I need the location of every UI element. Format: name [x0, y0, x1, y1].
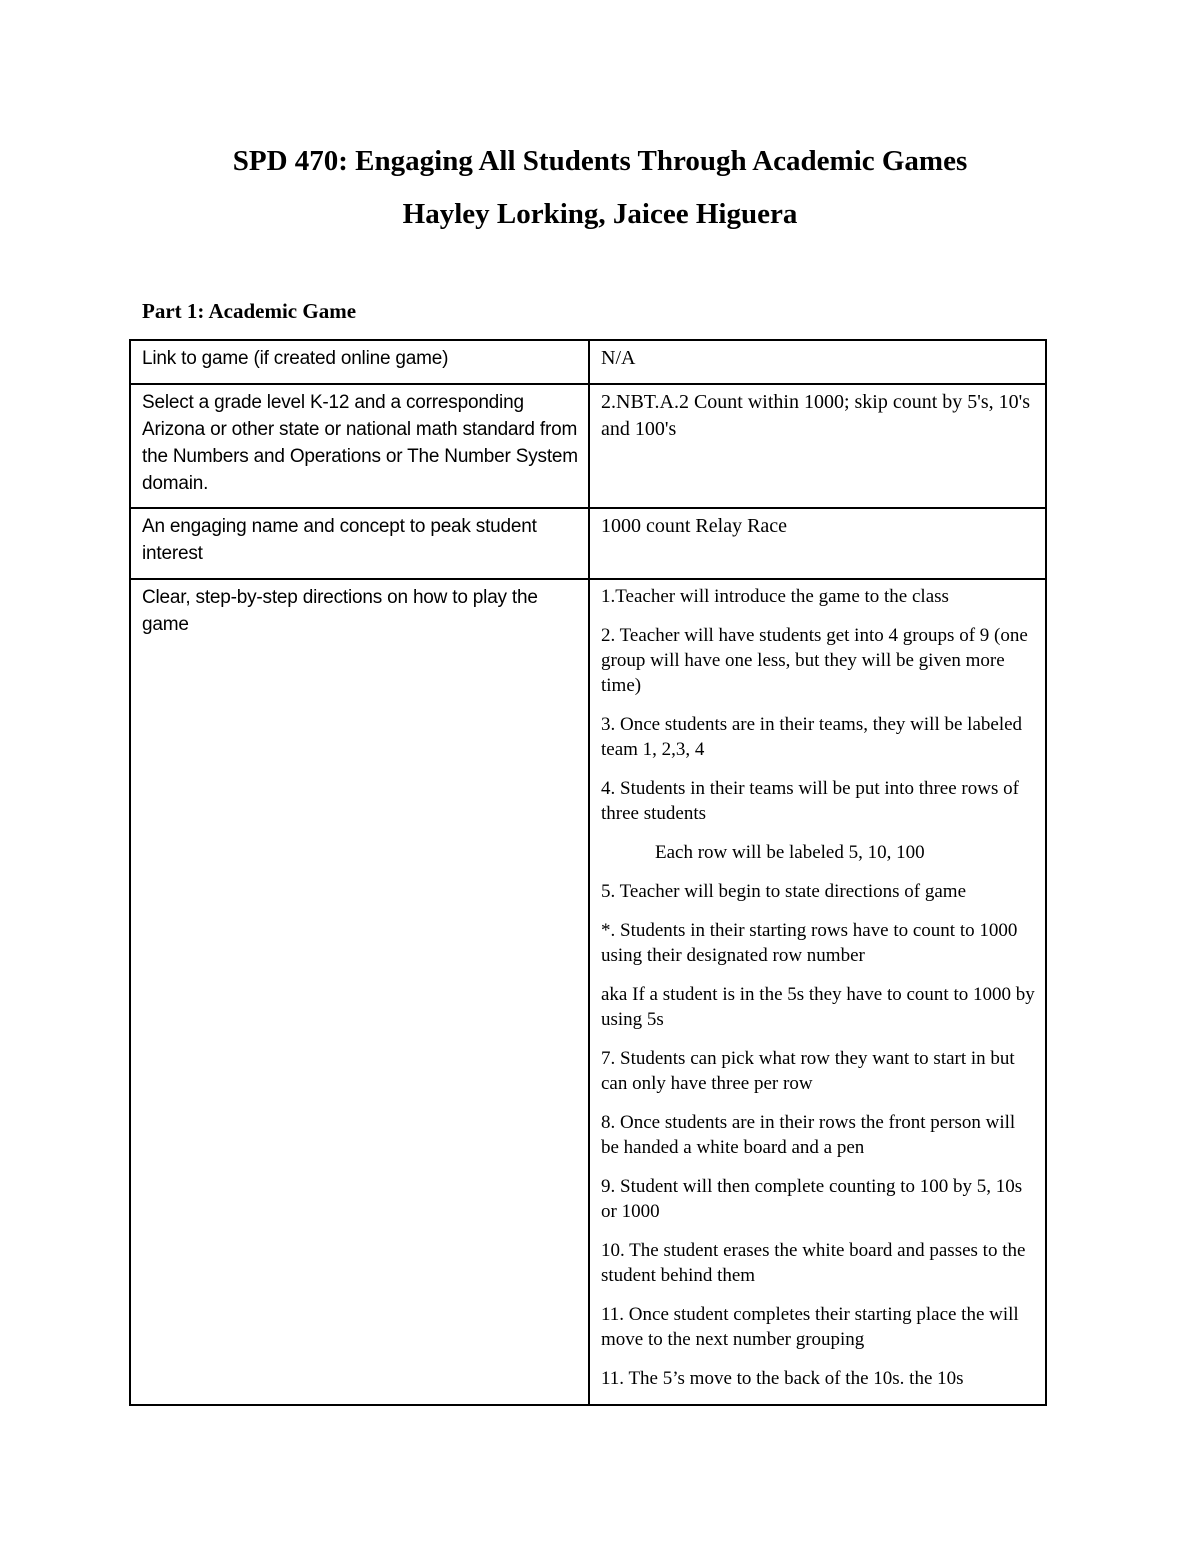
row-value-standard: 2.NBT.A.2 Count within 1000; skip count by 5's, 10's and 100's — [589, 384, 1046, 508]
step-item: 2. Teacher will have students get into 4 groups of 9 (one group will have one less, but they will be given more time) — [601, 625, 1028, 696]
step-item: aka If a student is in the 5s they have to count to 1000 by using 5s — [601, 984, 1035, 1030]
step-item: 5. Teacher will begin to state directions of game — [601, 881, 967, 902]
step-item: 11. The 5’s move to the back of the 10s. the 10s — [601, 1368, 964, 1389]
row-label-directions: Clear, step-by-step directions on how to play the game — [130, 579, 589, 1405]
table-row — [130, 508, 1046, 579]
document-title: SPD 470: Engaging All Students Through Academic Games — [232, 145, 968, 177]
table-row — [130, 340, 1046, 384]
step-item: 11. Once student completes their starting place the will move to the next number grouping — [601, 1304, 1019, 1350]
step-item: 9. Student will then complete counting to 100 by 5, 10s or 1000 — [601, 1176, 1023, 1222]
step-item: 7. Students can pick what row they want to start in but can only have three per row — [601, 1048, 1015, 1094]
row-label-name: An engaging name and concept to peak student interest — [130, 508, 589, 579]
row-value-link: N/A — [589, 340, 1046, 384]
row-label-standard: Select a grade level K-12 and a corresponding Arizona or other state or national math standard from the Numbers and Operations or The Number System domain. — [130, 384, 589, 508]
row-label-link: Link to game (if created online game) — [130, 340, 589, 384]
academic-game-table — [129, 339, 1047, 1406]
table-row — [130, 579, 1046, 1405]
directions-steps-cell — [589, 579, 1046, 1405]
row-value-name: 1000 count Relay Race — [589, 508, 1046, 579]
step-item: *. Students in their starting rows have to count to 1000 using their designated row number — [601, 920, 1018, 966]
section-heading: Part 1: Academic Game — [142, 299, 357, 323]
step-item: Each row will be labeled 5, 10, 100 — [655, 842, 925, 863]
step-item: 3. Once students are in their teams, they will be labeled team 1, 2,3, 4 — [601, 714, 1023, 760]
step-item: 4. Students in their teams will be put into three rows of three students — [601, 778, 1019, 824]
document-authors: Hayley Lorking, Jaicee Higuera — [402, 198, 798, 230]
table-row — [130, 384, 1046, 508]
step-item: 10. The student erases the white board and passes to the student behind them — [601, 1240, 1026, 1286]
step-item: 8. Once students are in their rows the front person will be handed a white board and a pen — [601, 1112, 1016, 1158]
step-item: 1.Teacher will introduce the game to the class — [601, 586, 949, 607]
